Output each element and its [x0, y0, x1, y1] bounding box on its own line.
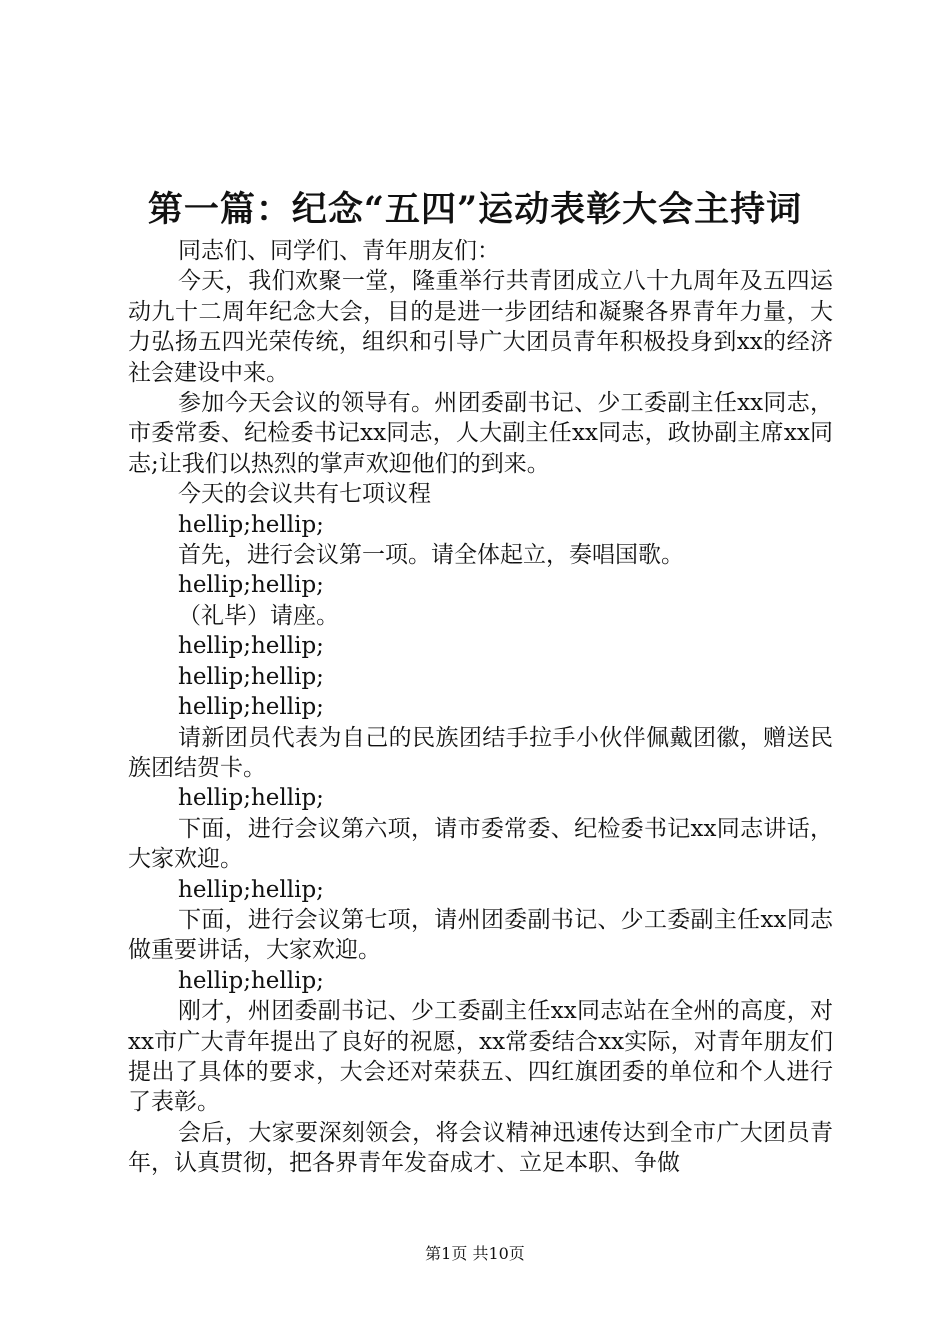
paragraph: 会后，大家要深刻领会，将会议精神迅速传达到全市广大团员青年，认真贯彻，把各界青年发奋成才、立足本职、争做 [128, 1119, 833, 1177]
page-indicator: 第1页 共10页 [425, 1244, 525, 1263]
paragraph: hellip;hellip; [178, 876, 324, 903]
paragraph: 同志们、同学们、青年朋友们： [178, 238, 500, 264]
paragraph: hellip;hellip; [178, 633, 324, 660]
paragraph: 下面，进行会议第七项，请州团委副书记、少工委副主任xx同志做重要讲话，大家欢迎。 [128, 906, 833, 964]
paragraph: 下面，进行会议第六项，请市委常委、纪检委书记xx同志讲话，大家欢迎。 [128, 815, 833, 873]
paragraph: 刚才，州团委副书记、少工委副主任xx同志站在全州的高度，对xx市广大青年提出了良好的祝愿，xx常委结合xx实际，对青年朋友们提出了具体的要求，大会还对荣获五、四红旗团委的单位和个人进行了表彰。 [128, 998, 833, 1116]
document-body [128, 236, 833, 1179]
paragraph: （礼毕）请座。 [178, 602, 339, 629]
paragraph: 参加今天会议的领导有。州团委副书记、少工委副主任xx同志，市委常委、纪检委书记xx同志，人大副主任xx同志，政协副主席xx同志;让我们以热烈的掌声欢迎他们的到来。 [128, 390, 833, 477]
paragraph: 请新团员代表为自己的民族团结手拉手小伙伴佩戴团徽，赠送民族团结贺卡。 [128, 724, 833, 781]
paragraph: hellip;hellip; [178, 572, 324, 599]
paragraph: hellip;hellip; [178, 967, 324, 994]
paragraph: 今天的会议共有七项议程 [178, 481, 431, 508]
paragraph: hellip;hellip; [178, 694, 324, 721]
document-title: 第一篇：纪念“五四”运动表彰大会主持词 [147, 189, 803, 230]
paragraph: hellip;hellip; [178, 511, 324, 538]
paragraph: 今天，我们欢聚一堂，隆重举行共青团成立八十九周年及五四运动九十二周年纪念大会，目的是进一步团结和凝聚各界青年力量，大力弘扬五四光荣传统，组织和引导广大团员青年积极投身到xx的经济社会建设中来。 [128, 268, 833, 386]
paragraph: hellip;hellip; [178, 785, 324, 812]
paragraph: hellip;hellip; [178, 663, 324, 690]
paragraph: 首先，进行会议第一项。请全体起立，奏唱国歌。 [178, 542, 684, 569]
